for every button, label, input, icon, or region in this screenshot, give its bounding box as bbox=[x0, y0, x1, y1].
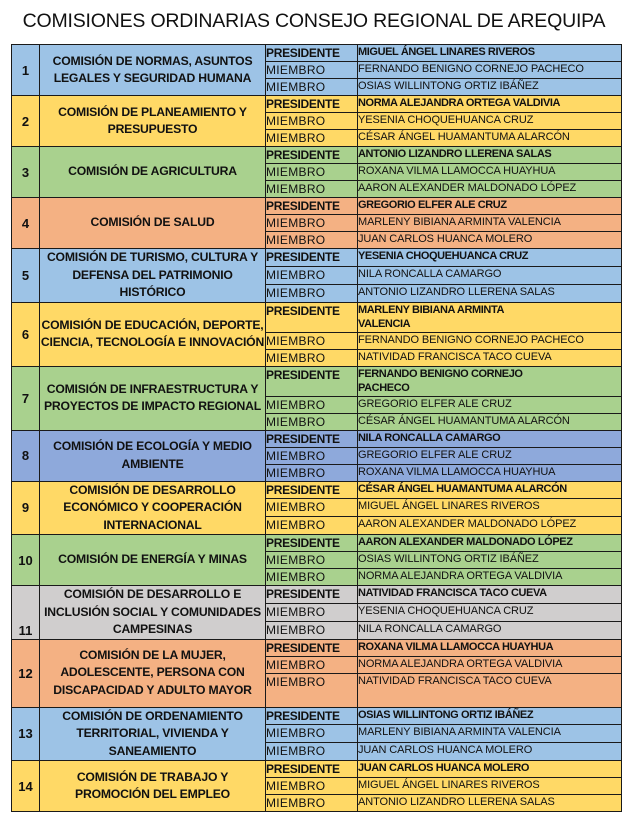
role-member: MIEMBRO bbox=[266, 284, 358, 302]
commission-name: COMISIÓN DE TRABAJO Y PROMOCIÓN DEL EMPLEO bbox=[40, 761, 266, 812]
member-name: NATIVIDAD FRANCISCA TACO CUEVA bbox=[358, 586, 622, 604]
commission-name: COMISIÓN DE DESARROLLO E INCLUSIÓN SOCIAL Y COMUNIDADES CAMPESINAS bbox=[40, 586, 266, 640]
commission-name: COMISIÓN DE INFRAESTRUCTURA Y PROYECTOS DE IMPACTO REGIONAL bbox=[40, 366, 266, 430]
commission-name: COMISIÓN DE ECOLOGÍA Y MEDIO AMBIENTE bbox=[40, 430, 266, 481]
member-name: NATIVIDAD FRANCISCA TACO CUEVA bbox=[358, 349, 622, 366]
commission-number: 4 bbox=[12, 198, 40, 249]
member-name: FERNANDO BENIGNO CORNEJO PACHECO bbox=[358, 366, 622, 396]
member-name: CÉSAR ÁNGEL HUAMANTUMA ALARCÓN bbox=[358, 130, 622, 147]
role-member: MIEMBRO bbox=[266, 181, 358, 198]
member-name: MIGUEL ÁNGEL LINARES RIVEROS bbox=[358, 45, 622, 62]
role-president: PRESIDENTE bbox=[266, 249, 358, 267]
member-name: ANTONIO LIZANDRO LLERENA SALAS bbox=[358, 147, 622, 164]
member-name: MIGUEL ÁNGEL LINARES RIVEROS bbox=[358, 778, 622, 795]
member-name: AARON ALEXANDER MALDONADO LÓPEZ bbox=[358, 535, 622, 552]
member-name: FERNANDO BENIGNO CORNEJO PACHECO bbox=[358, 332, 622, 349]
commission-number: 6 bbox=[12, 302, 40, 366]
commission-number: 14 bbox=[12, 761, 40, 812]
member-name: OSIAS WILLINTONG ORTIZ IBÁÑEZ bbox=[358, 707, 622, 725]
commission-number: 3 bbox=[12, 147, 40, 198]
member-name: OSIAS WILLINTONG ORTIZ IBÁÑEZ bbox=[358, 79, 622, 96]
role-member: MIEMBRO bbox=[266, 349, 358, 366]
table-row bbox=[12, 366, 622, 396]
role-member: MIEMBRO bbox=[266, 332, 358, 349]
member-name: JUAN CARLOS HUANCA MOLERO bbox=[358, 743, 622, 761]
commission-number: 2 bbox=[12, 96, 40, 147]
member-name: YESENIA CHOQUEHUANCA CRUZ bbox=[358, 113, 622, 130]
role-member: MIEMBRO bbox=[266, 552, 358, 569]
page-title: COMISIONES ORDINARIAS CONSEJO REGIONAL DE AREQUIPA bbox=[22, 10, 606, 32]
role-president: PRESIDENTE bbox=[266, 147, 358, 164]
role-member: MIEMBRO bbox=[266, 447, 358, 464]
role-member: MIEMBRO bbox=[266, 569, 358, 586]
commission-name: COMISIÓN DE SALUD bbox=[40, 198, 266, 249]
member-name: ROXANA VILMA LLAMOCCA HUAYHUA bbox=[358, 164, 622, 181]
role-president: PRESIDENTE bbox=[266, 586, 358, 604]
commission-name: COMISIÓN DE ORDENAMIENTO TERRITORIAL, VIVIENDA Y SANEAMIENTO bbox=[40, 707, 266, 761]
commission-number: 11 bbox=[12, 586, 40, 640]
role-member: MIEMBRO bbox=[266, 215, 358, 232]
role-member: MIEMBRO bbox=[266, 113, 358, 130]
role-member: MIEMBRO bbox=[266, 164, 358, 181]
role-member: MIEMBRO bbox=[266, 79, 358, 96]
member-name: GREGORIO ELFER ALE CRUZ bbox=[358, 396, 622, 413]
table-row bbox=[12, 535, 622, 552]
member-name: MIGUEL ÁNGEL LINARES RIVEROS bbox=[358, 499, 622, 517]
table-row bbox=[12, 96, 622, 113]
commission-name: COMISIÓN DE EDUCACIÓN, DEPORTE, CIENCIA, TECNOLOGÍA E INNOVACIÓN bbox=[40, 302, 266, 366]
commission-name: COMISIÓN DE ENERGÍA Y MINAS bbox=[40, 535, 266, 586]
member-name: MARLENY BIBIANA ARMINTA VALENCIA bbox=[358, 725, 622, 743]
commission-name: COMISIÓN DE DESARROLLO ECONÓMICO Y COOPERACIÓN INTERNACIONAL bbox=[40, 481, 266, 535]
role-member: MIEMBRO bbox=[266, 656, 358, 673]
member-name: NILA RONCALLA CAMARGO bbox=[358, 621, 622, 639]
role-president: PRESIDENTE bbox=[266, 639, 358, 656]
commission-name: COMISIÓN DE LA MUJER, ADOLESCENTE, PERSONA CON DISCAPACIDAD Y ADULTO MAYOR bbox=[40, 639, 266, 707]
member-name: AARON ALEXANDER MALDONADO LÓPEZ bbox=[358, 517, 622, 535]
commission-name: COMISIÓN DE NORMAS, ASUNTOS LEGALES Y SEGURIDAD HUMANA bbox=[40, 45, 266, 96]
role-president: PRESIDENTE bbox=[266, 366, 358, 396]
table-row bbox=[12, 761, 622, 778]
member-name: ROXANA VILMA LLAMOCCA HUAYHUA bbox=[358, 464, 622, 481]
role-member: MIEMBRO bbox=[266, 517, 358, 535]
member-name: ANTONIO LIZANDRO LLERENA SALAS bbox=[358, 284, 622, 302]
member-name: ANTONIO LIZANDRO LLERENA SALAS bbox=[358, 795, 622, 812]
role-president: PRESIDENTE bbox=[266, 707, 358, 725]
commission-number: 7 bbox=[12, 366, 40, 430]
member-name: GREGORIO ELFER ALE CRUZ bbox=[358, 198, 622, 215]
table-row bbox=[12, 198, 622, 215]
member-name: YESENIA CHOQUEHUANCA CRUZ bbox=[358, 249, 622, 267]
role-member: MIEMBRO bbox=[266, 130, 358, 147]
member-name: NORMA ALEJANDRA ORTEGA VALDIVIA bbox=[358, 656, 622, 673]
role-member: MIEMBRO bbox=[266, 62, 358, 79]
member-name: JUAN CARLOS HUANCA MOLERO bbox=[358, 232, 622, 249]
member-name: NORMA ALEJANDRA ORTEGA VALDIVIA bbox=[358, 569, 622, 586]
role-president: PRESIDENTE bbox=[266, 430, 358, 447]
role-member: MIEMBRO bbox=[266, 621, 358, 639]
member-name: NORMA ALEJANDRA ORTEGA VALDIVIA bbox=[358, 96, 622, 113]
role-member: MIEMBRO bbox=[266, 413, 358, 430]
role-president: PRESIDENTE bbox=[266, 761, 358, 778]
role-member: MIEMBRO bbox=[266, 499, 358, 517]
commission-number: 8 bbox=[12, 430, 40, 481]
table-row bbox=[12, 249, 622, 267]
commission-name: COMISIÓN DE TURISMO, CULTURA Y DEFENSA DEL PATRIMONIO HISTÓRICO bbox=[40, 249, 266, 303]
table-row bbox=[12, 481, 622, 499]
member-name: ROXANA VILMA LLAMOCCA HUAYHUA bbox=[358, 639, 622, 656]
table-row bbox=[12, 639, 622, 656]
member-name: NATIVIDAD FRANCISCA TACO CUEVA bbox=[358, 673, 622, 707]
commission-number: 12 bbox=[12, 639, 40, 707]
member-name: NILA RONCALLA CAMARGO bbox=[358, 266, 622, 284]
table-row bbox=[12, 147, 622, 164]
member-name: OSIAS WILLINTONG ORTIZ IBÁÑEZ bbox=[358, 552, 622, 569]
member-name: CÉSAR ÁNGEL HUAMANTUMA ALARCÓN bbox=[358, 481, 622, 499]
commission-number: 13 bbox=[12, 707, 40, 761]
role-member: MIEMBRO bbox=[266, 743, 358, 761]
member-name: MARLENY BIBIANA ARMINTA VALENCIA bbox=[358, 302, 622, 332]
table-row bbox=[12, 707, 622, 725]
table-row bbox=[12, 430, 622, 447]
commission-name: COMISIÓN DE AGRICULTURA bbox=[40, 147, 266, 198]
role-member: MIEMBRO bbox=[266, 603, 358, 621]
role-president: PRESIDENTE bbox=[266, 481, 358, 499]
member-name: AARON ALEXANDER MALDONADO LÓPEZ bbox=[358, 181, 622, 198]
role-member: MIEMBRO bbox=[266, 266, 358, 284]
role-member: MIEMBRO bbox=[266, 778, 358, 795]
commission-number: 5 bbox=[12, 249, 40, 303]
member-name: MARLENY BIBIANA ARMINTA VALENCIA bbox=[358, 215, 622, 232]
commissions-table bbox=[11, 44, 622, 812]
member-name: FERNANDO BENIGNO CORNEJO PACHECO bbox=[358, 62, 622, 79]
role-president: PRESIDENTE bbox=[266, 302, 358, 332]
role-member: MIEMBRO bbox=[266, 673, 358, 707]
commission-number: 9 bbox=[12, 481, 40, 535]
role-member: MIEMBRO bbox=[266, 232, 358, 249]
role-president: PRESIDENTE bbox=[266, 96, 358, 113]
role-president: PRESIDENTE bbox=[266, 45, 358, 62]
role-president: PRESIDENTE bbox=[266, 198, 358, 215]
table-row bbox=[12, 586, 622, 604]
member-name: CÉSAR ÁNGEL HUAMANTUMA ALARCÓN bbox=[358, 413, 622, 430]
commission-number: 10 bbox=[12, 535, 40, 586]
role-member: MIEMBRO bbox=[266, 795, 358, 812]
member-name: GREGORIO ELFER ALE CRUZ bbox=[358, 447, 622, 464]
member-name: NILA RONCALLA CAMARGO bbox=[358, 430, 622, 447]
table-row bbox=[12, 302, 622, 332]
role-member: MIEMBRO bbox=[266, 464, 358, 481]
commission-number: 1 bbox=[12, 45, 40, 96]
member-name: JUAN CARLOS HUANCA MOLERO bbox=[358, 761, 622, 778]
member-name: YESENIA CHOQUEHUANCA CRUZ bbox=[358, 603, 622, 621]
role-member: MIEMBRO bbox=[266, 725, 358, 743]
commission-name: COMISIÓN DE PLANEAMIENTO Y PRESUPUESTO bbox=[40, 96, 266, 147]
table-row bbox=[12, 45, 622, 62]
role-member: MIEMBRO bbox=[266, 396, 358, 413]
role-president: PRESIDENTE bbox=[266, 535, 358, 552]
